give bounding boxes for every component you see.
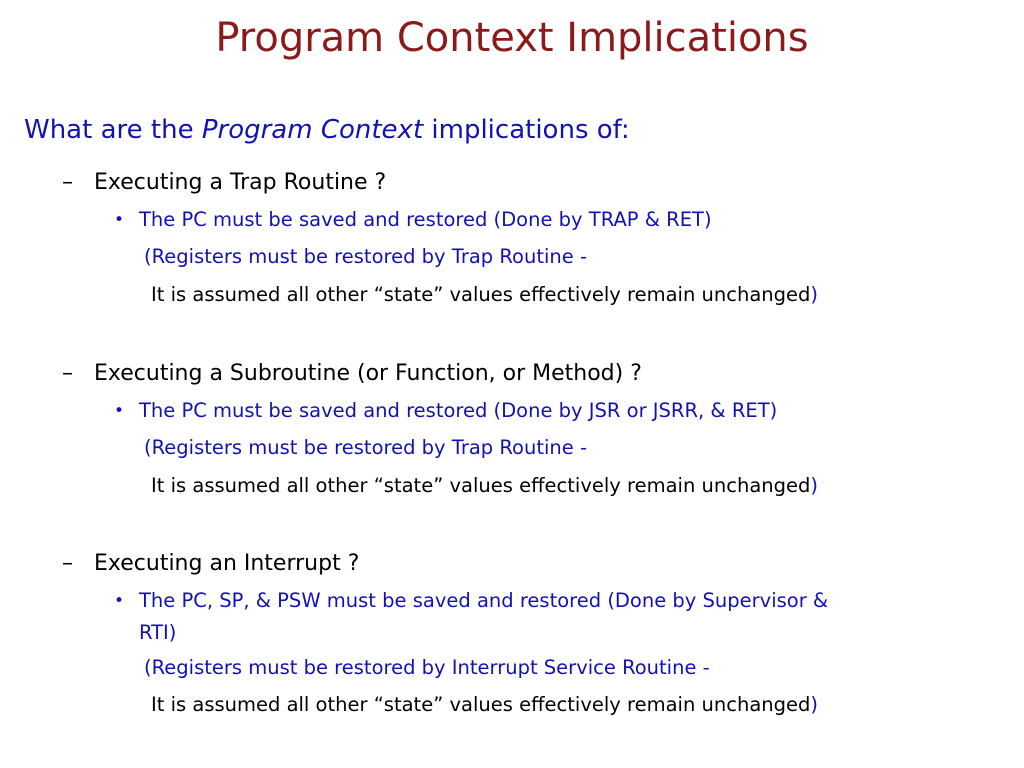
interrupt-assumption-text: It is assumed all other “state” values effectively remain unchanged	[151, 693, 811, 716]
section-heading-interrupt: Executing an Interrupt ?	[94, 551, 360, 576]
intro-emphasis: Program Context	[201, 115, 424, 145]
bullet-marker: •	[114, 210, 125, 230]
section-heading-trap: Executing a Trap Routine ?	[94, 170, 387, 195]
interrupt-bullet-line2: RTI)	[139, 621, 177, 644]
intro-suffix: implications of:	[423, 115, 630, 145]
interrupt-close-paren: )	[810, 693, 819, 716]
dash-marker: –	[62, 361, 73, 386]
dash-marker: –	[62, 170, 73, 195]
bullet-marker: •	[114, 591, 125, 611]
interrupt-bullet-line1: The PC, SP, & PSW must be saved and restored (Done by Supervisor &	[139, 589, 829, 612]
trap-registers-note: (Registers must be restored by Trap Routine -	[144, 245, 587, 268]
subroutine-assumption	[151, 472, 818, 500]
trap-assumption	[151, 281, 818, 309]
intro-question	[24, 110, 630, 150]
bullet-marker: •	[114, 401, 125, 421]
section-heading-subroutine: Executing a Subroutine (or Function, or Method) ?	[94, 361, 642, 386]
subroutine-close-paren: )	[810, 474, 819, 497]
subroutine-bullet: The PC must be saved and restored (Done by JSR or JSRR, & RET)	[139, 399, 778, 422]
subroutine-registers-note: (Registers must be restored by Trap Routine -	[144, 436, 587, 459]
subroutine-assumption-text: It is assumed all other “state” values effectively remain unchanged	[151, 474, 811, 497]
intro-prefix: What are the	[24, 115, 202, 145]
dash-marker: –	[62, 551, 73, 576]
interrupt-assumption	[151, 691, 818, 719]
trap-bullet: The PC must be saved and restored (Done by TRAP & RET)	[139, 208, 712, 231]
interrupt-registers-note: (Registers must be restored by Interrupt Service Routine -	[144, 656, 710, 679]
trap-close-paren: )	[810, 283, 819, 306]
trap-assumption-text: It is assumed all other “state” values effectively remain unchanged	[151, 283, 811, 306]
slide-title: Program Context Implications	[215, 15, 809, 61]
